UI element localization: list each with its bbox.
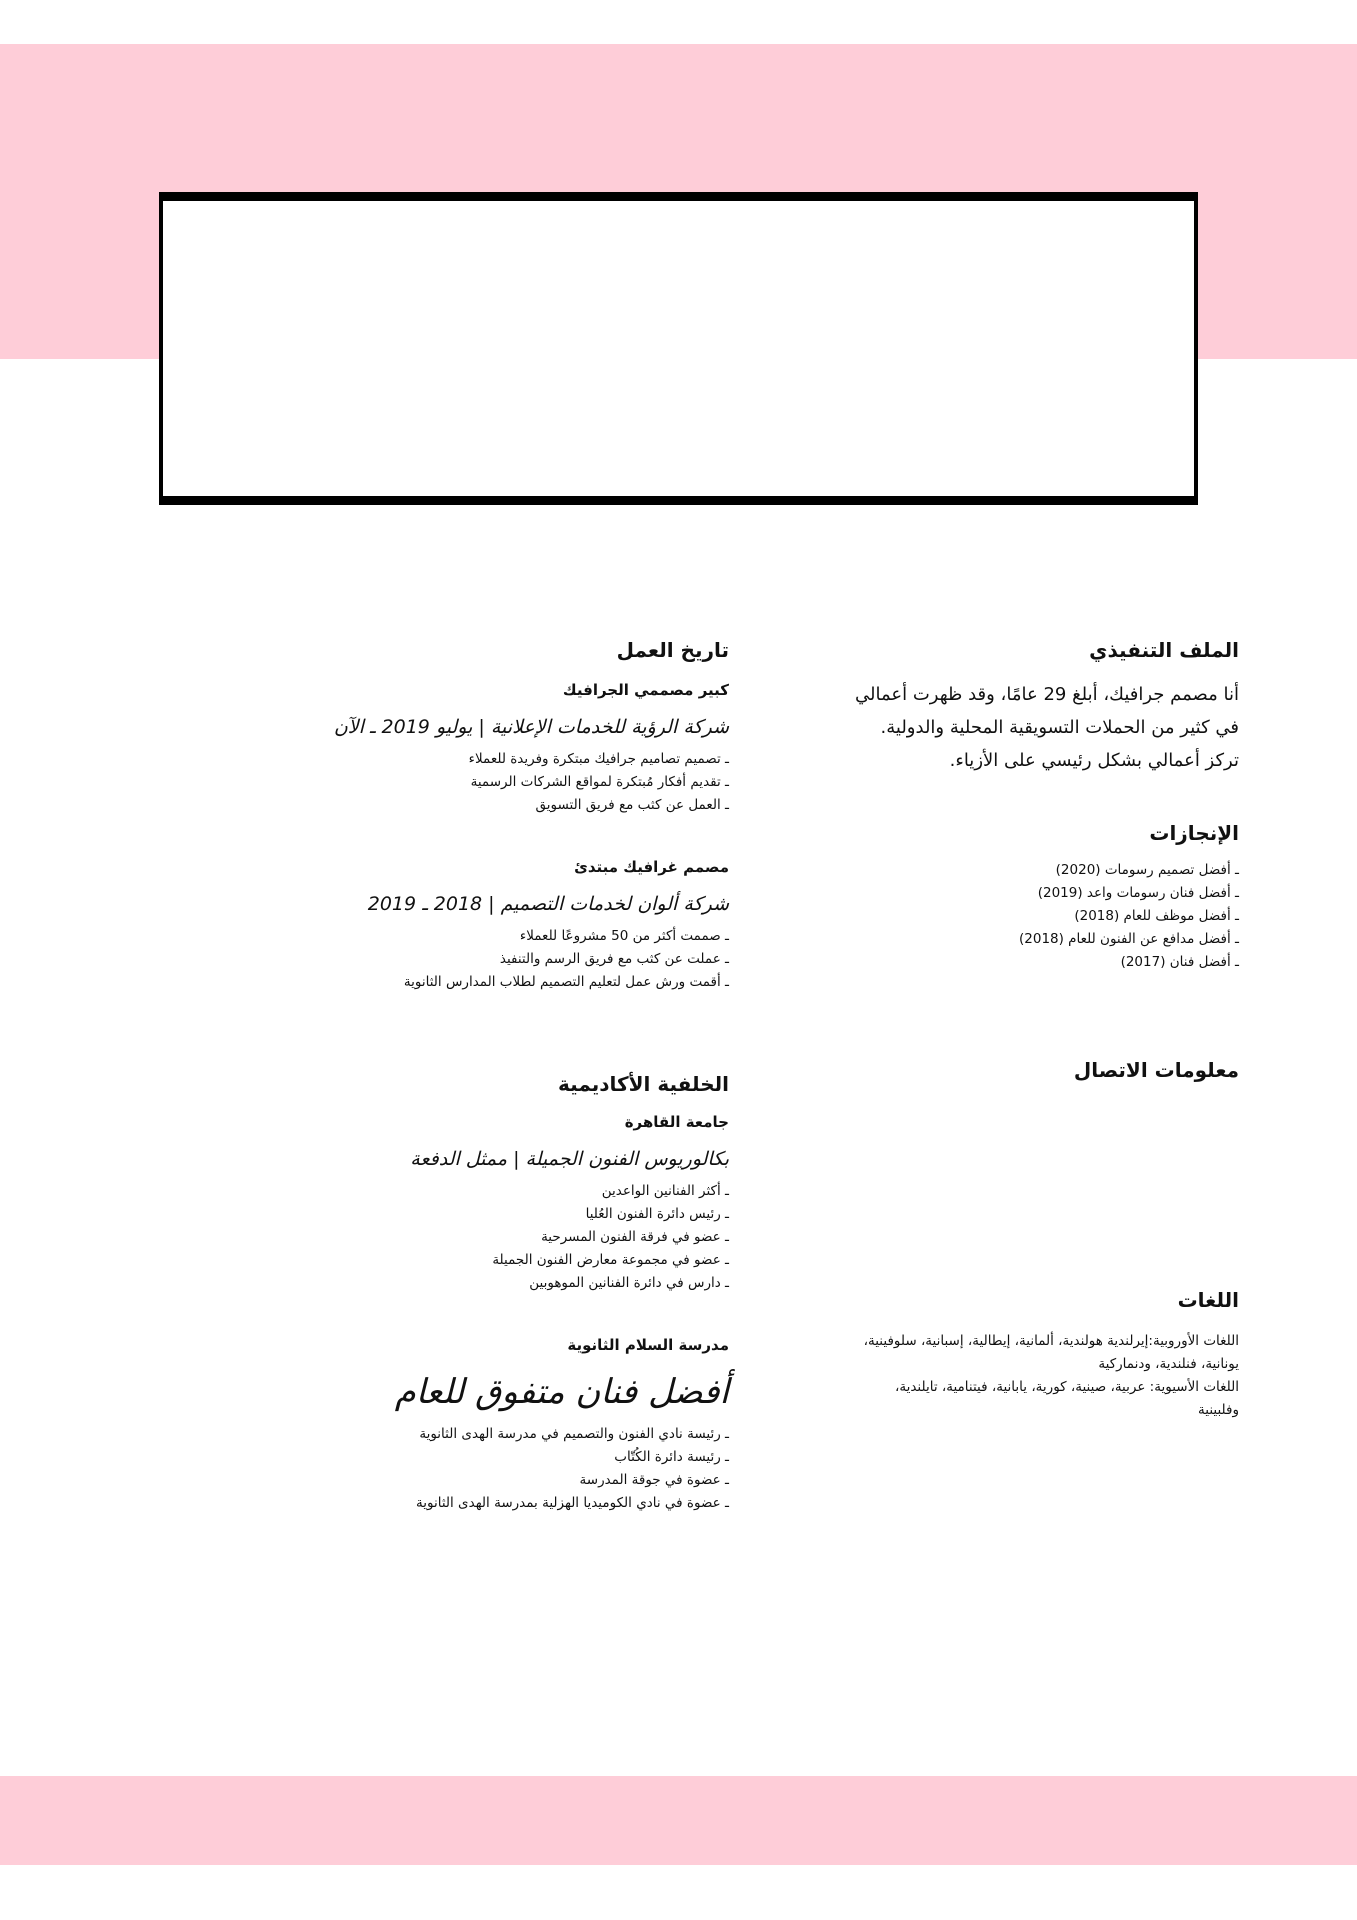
list-item: ـ دارس في دائرة الفنانين الموهوبين — [309, 1272, 729, 1295]
list-item: ـ رئيس دائرة الفنون العُليا — [309, 1203, 729, 1226]
award-title: أفضل فنان متفوق للعام — [394, 1372, 729, 1412]
list-item: ـ أفضل تصميم رسومات (2020) — [799, 859, 1239, 882]
list-item: ـ رئيسة دائرة الكُتّاب — [309, 1446, 729, 1469]
languages-line: وفلبينية — [1198, 1402, 1239, 1418]
school-bullets — [309, 1423, 729, 1515]
list-item: ـ تقديم أفكار مُبتكرة لمواقع الشركات الرسمية — [309, 771, 729, 794]
degree-detail: بكالوريوس الفنون الجميلة | ممثل الدفعة — [410, 1148, 729, 1170]
achievements-heading: الإنجازات — [1149, 821, 1239, 845]
profile-heading: الملف التنفيذي — [1089, 638, 1239, 662]
job-title: مصمم غرافيك مبتدئ — [574, 858, 729, 876]
languages-line: اللغات الأسيوية: عربية، صينية، كورية، يابانية، فيتنامية، تايلندية، — [894, 1379, 1239, 1395]
job-company: شركة الرؤية للخدمات الإعلانية | يوليو 2019 ـ الآن — [333, 716, 729, 738]
list-item: ـ عملت عن كثب مع فريق الرسم والتنفيذ — [309, 948, 729, 971]
list-item: ـ أفضل مدافع عن الفنون للعام (2018) — [799, 928, 1239, 951]
school-name: جامعة القاهرة — [624, 1113, 729, 1131]
list-item: ـ صممت أكثر من 50 مشروعًا للعملاء — [309, 925, 729, 948]
list-item: ـ عضوة في نادي الكوميديا الهزلية بمدرسة الهدى الثانوية — [309, 1492, 729, 1515]
achievements-list — [799, 859, 1239, 974]
profile-line: في كثير من الحملات التسويقية المحلية والدولية. — [880, 717, 1239, 738]
list-item: ـ عضو في فرقة الفنون المسرحية — [309, 1226, 729, 1249]
languages-line: يونانية، فنلندية، ودنماركية — [1098, 1356, 1239, 1372]
list-item: ـ أقمت ورش عمل لتعليم التصميم لطلاب المدارس الثانوية — [309, 971, 729, 994]
education-heading: الخلفية الأكاديمية — [558, 1072, 729, 1096]
list-item: ـ أفضل فنان (2017) — [799, 951, 1239, 974]
left-column — [309, 634, 729, 1515]
work-heading: تاريخ العمل — [616, 638, 729, 662]
list-item: ـ أفضل فنان رسومات واعد (2019) — [799, 882, 1239, 905]
job-company: شركة ألوان لخدمات التصميم | 2018 ـ 2019 — [367, 893, 729, 915]
profile-line: تركز أعمالي بشكل رئيسي على الأزياء. — [949, 750, 1239, 771]
languages-heading: اللغات — [1177, 1288, 1239, 1312]
job-title: كبير مصممي الجرافيك — [562, 681, 729, 699]
list-item: ـ عضو في مجموعة معارض الفنون الجميلة — [309, 1249, 729, 1272]
photo-placeholder-frame — [159, 192, 1198, 505]
profile-line: أنا مصمم جرافيك، أبلغ 29 عامًا، وقد ظهرت أعمالي — [855, 684, 1239, 705]
list-item: ـ أكثر الفنانين الواعدين — [309, 1180, 729, 1203]
school-bullets — [309, 1180, 729, 1295]
job-bullets — [309, 925, 729, 994]
list-item: ـ عضوة في جوقة المدرسة — [309, 1469, 729, 1492]
list-item: ـ تصميم تصاميم جرافيك مبتكرة وفريدة للعملاء — [309, 748, 729, 771]
footer-accent-band — [0, 1776, 1357, 1865]
job-bullets — [309, 748, 729, 817]
right-column — [799, 634, 1239, 1422]
list-item: ـ العمل عن كثب مع فريق التسويق — [309, 794, 729, 817]
contact-heading: معلومات الاتصال — [1073, 1058, 1239, 1082]
school-name: مدرسة السلام الثانوية — [567, 1336, 729, 1354]
languages-line: اللغات الأوروبية:إيرلندية هولندية، ألمانية، إيطالية، إسبانية، سلوفينية، — [863, 1333, 1239, 1349]
list-item: ـ أفضل موظف للعام (2018) — [799, 905, 1239, 928]
list-item: ـ رئيسة نادي الفنون والتصميم في مدرسة الهدى الثانوية — [309, 1423, 729, 1446]
